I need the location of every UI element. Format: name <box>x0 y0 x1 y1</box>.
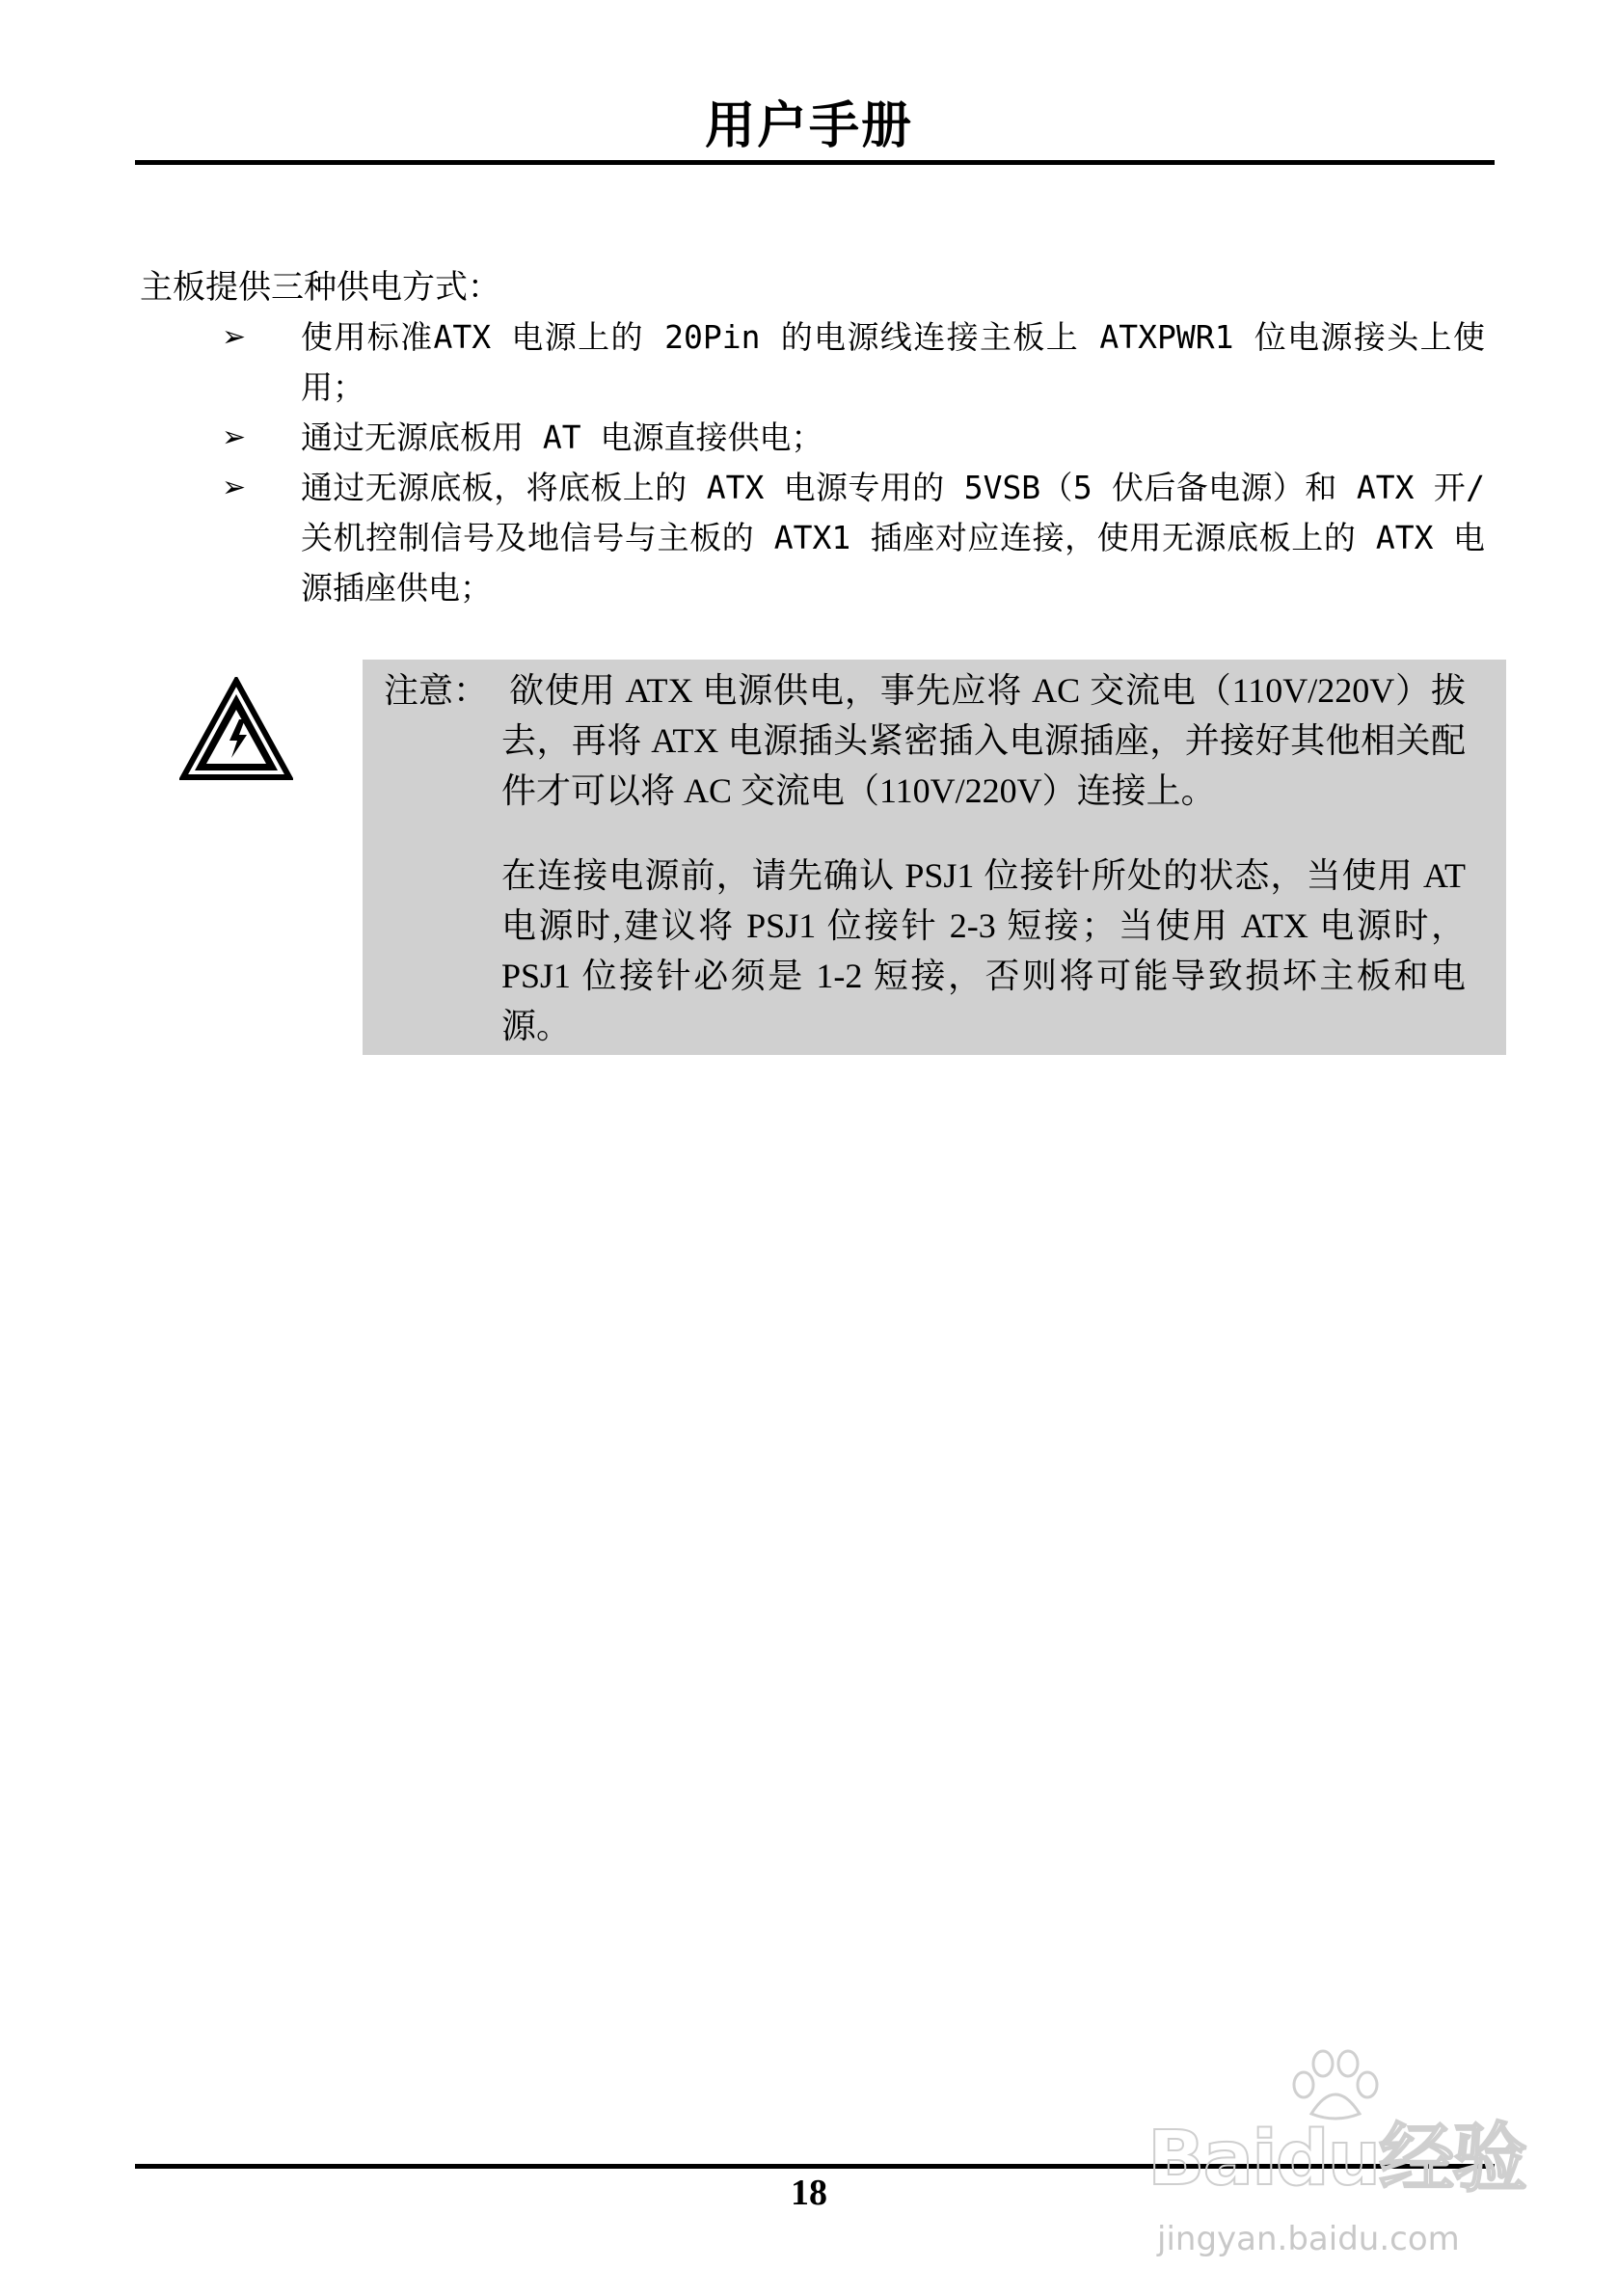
list-item-text: 通过无源底板，将底板上的 ATX 电源专用的 5VSB（5 伏后备电源）和 ATX 开/关机控制信号及地信号与主板的 ATX1 插座对应连接，使用无源底板上的 ATX 电源插座供电； <box>301 469 1485 607</box>
page-header-title: 用户手册 <box>704 97 913 155</box>
notice-box <box>363 660 1506 1055</box>
notice-paragraph: 在连接电源前，请先确认 PSJ1 位接针所处的状态，当使用 AT 电源时,建议将 PSJ1 位接针 2-3 短接；当使用 ATX 电源时，PSJ1 位接针必须是 1-2 短接，否则将可能导致损坏主板和电源。 <box>501 856 1466 1045</box>
notice-paragraph: 欲使用 ATX 电源供电，事先应将 AC 交流电（110V/220V）拔去，再将 ATX 电源插头紧密插入电源插座，并接好其他相关配件才可以将 AC 交流电（110V/220V）连接上。 <box>501 671 1466 810</box>
high-voltage-warning-icon <box>179 677 293 781</box>
header-rule <box>135 160 1495 165</box>
list-item-text: 通过无源底板用 AT 电源直接供电； <box>301 419 823 456</box>
arrow-bullet-icon: ➢ <box>222 420 247 454</box>
watermark-url: jingyan.baidu.com <box>1157 2220 1460 2258</box>
baidu-watermark <box>1138 2046 1543 2278</box>
notice-label: 注意： <box>384 671 489 710</box>
power-options-list <box>222 312 1485 613</box>
list-item <box>222 312 1485 413</box>
list-item <box>222 413 1485 463</box>
arrow-bullet-icon: ➢ <box>222 471 247 504</box>
arrow-bullet-icon: ➢ <box>222 320 247 354</box>
intro-text: 主板提供三种供电方式： <box>140 268 500 307</box>
list-item-text: 使用标准ATX 电源上的 20Pin 的电源线连接主板上 ATXPWR1 位电源接头上使用； <box>301 318 1485 406</box>
watermark-brand: Baidu经验 <box>1147 2116 1526 2202</box>
page-number: 18 <box>791 2173 827 2213</box>
list-item <box>222 463 1485 613</box>
